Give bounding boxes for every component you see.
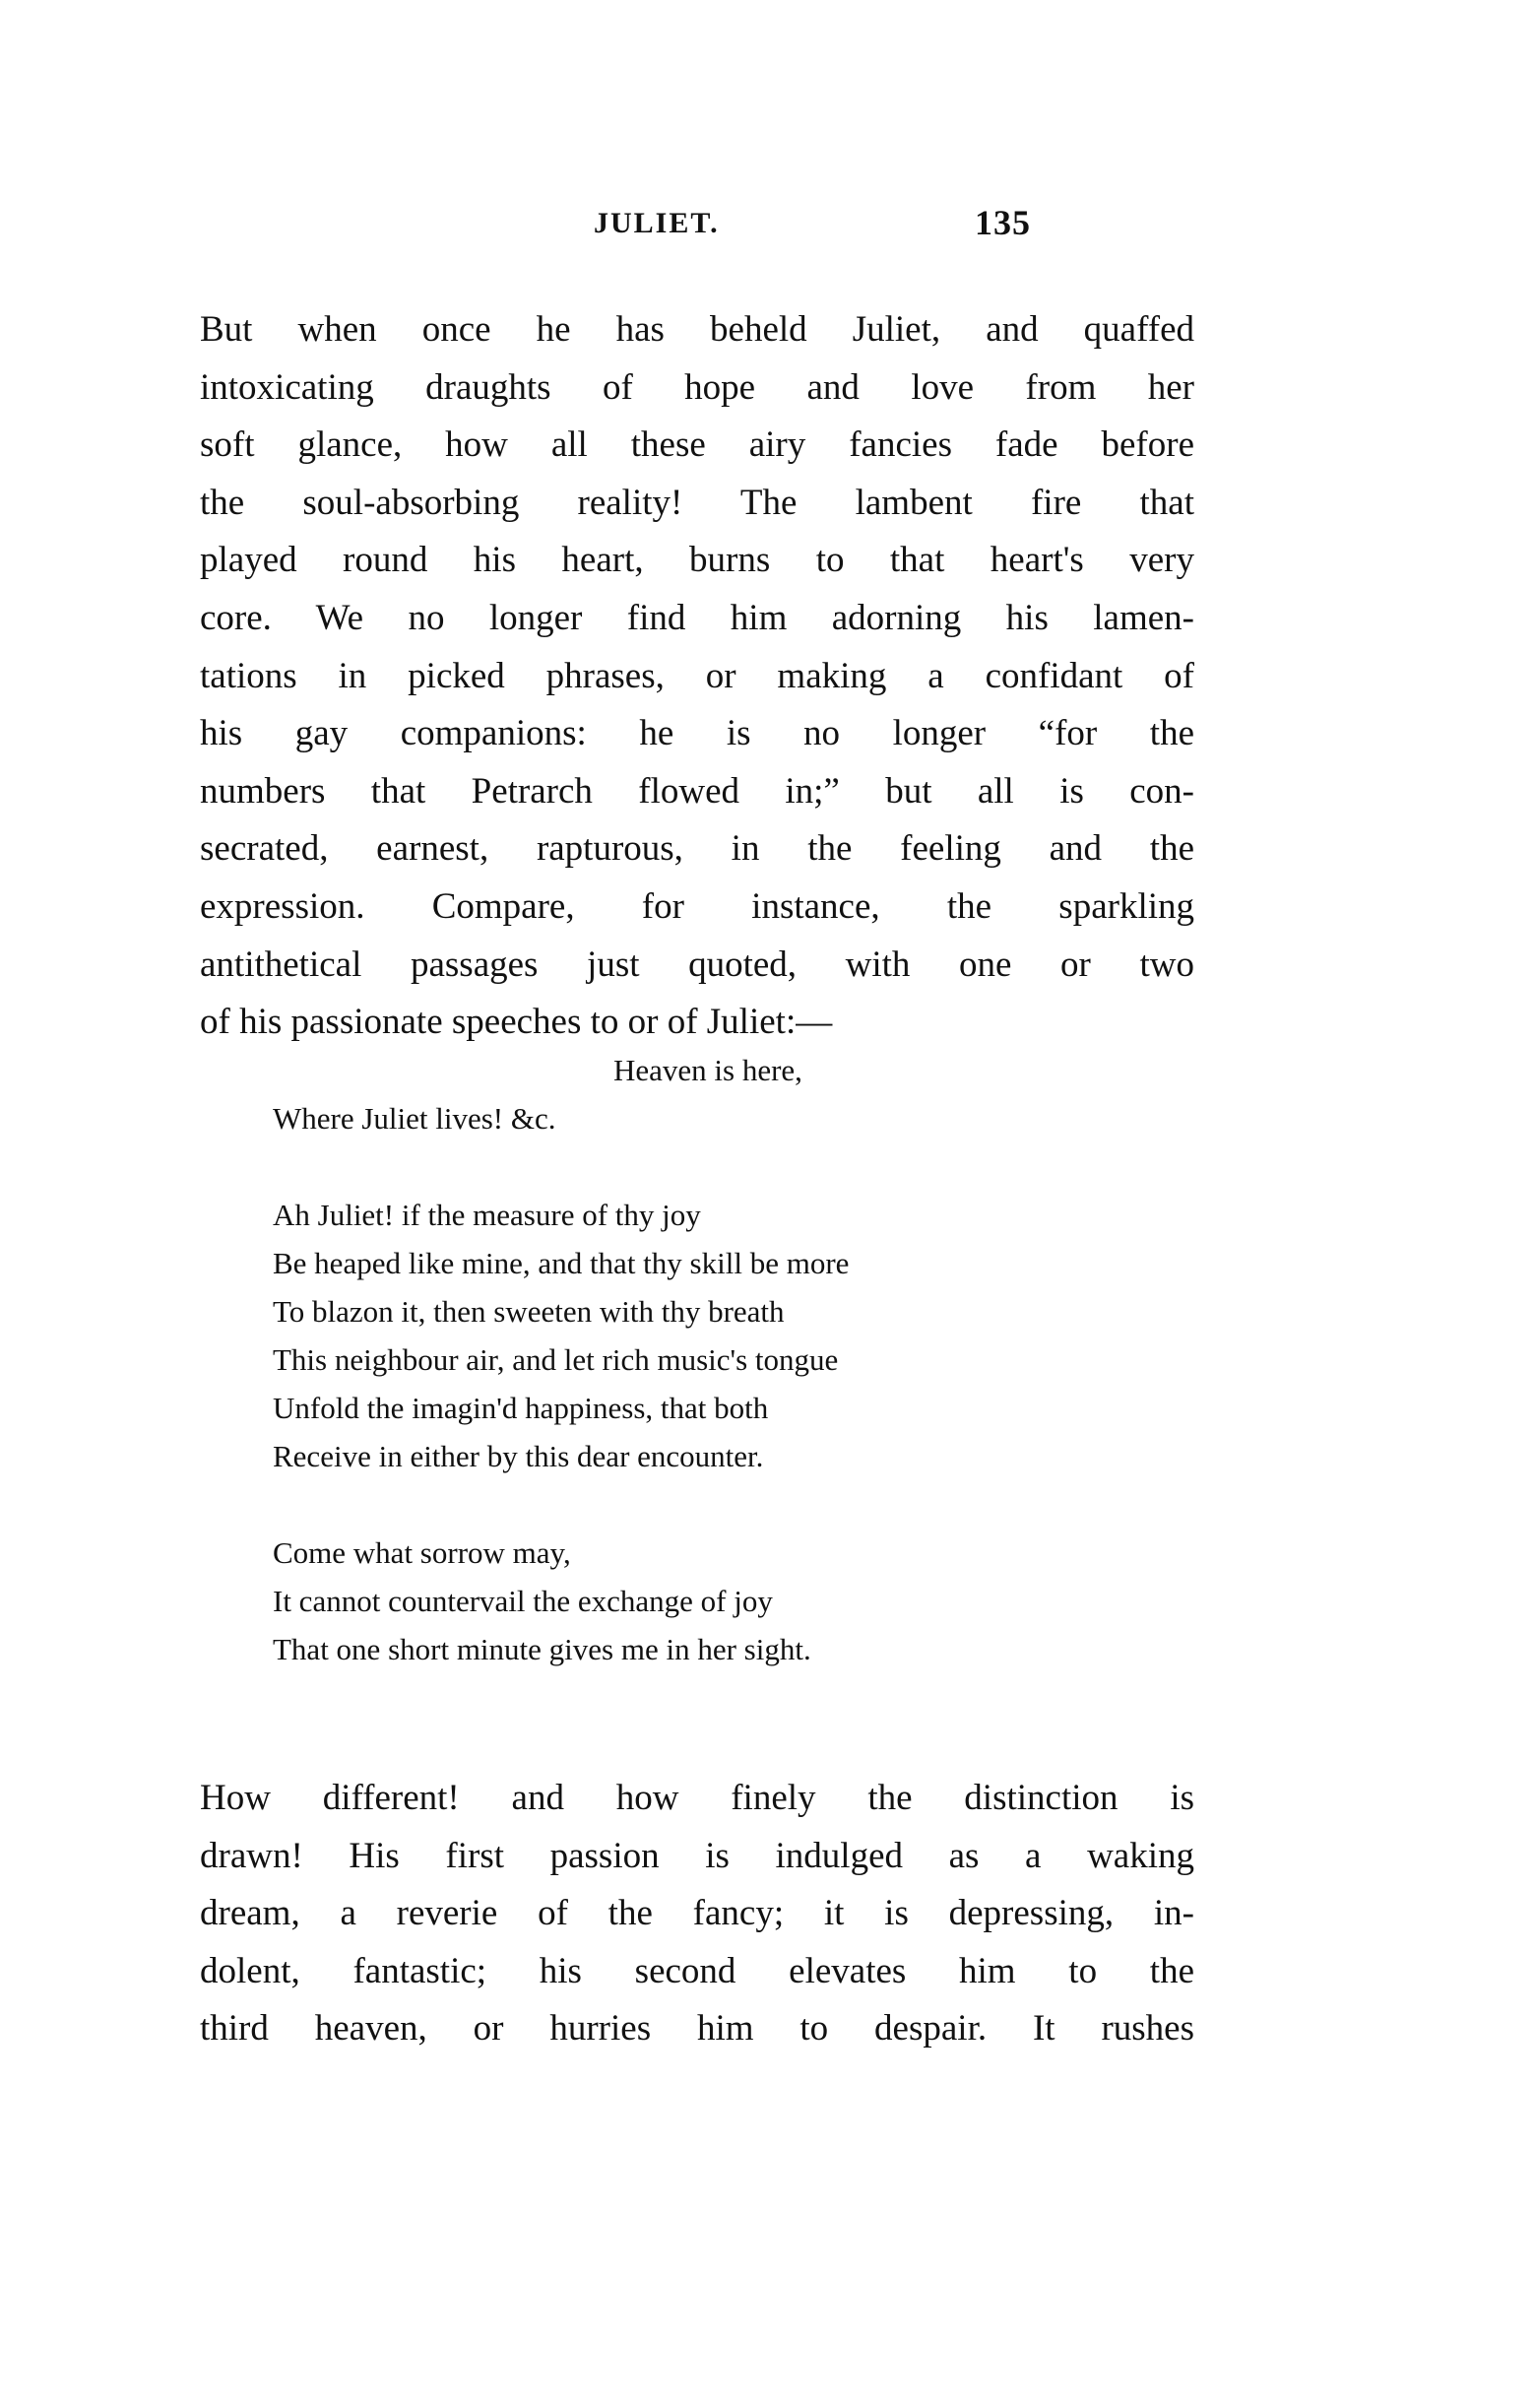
verse-line: To blazon it, then sweeten with thy breath bbox=[273, 1294, 785, 1329]
text-line: But when once he has beheld Juliet, and quaffed bbox=[200, 309, 1194, 350]
text-line: third heaven, or hurries him to despair. It rushes bbox=[200, 2008, 1194, 2050]
text-line: antithetical passages just quoted, with one or two bbox=[200, 944, 1194, 985]
running-title: JULIET. bbox=[594, 207, 720, 239]
text-line: expression. Compare, for instance, the sparkling bbox=[200, 885, 1194, 927]
verse-line: That one short minute gives me in her sight. bbox=[273, 1632, 811, 1666]
text-line: drawn! His first passion is indulged as a waking bbox=[200, 1835, 1194, 1876]
page-number: 135 bbox=[975, 203, 1031, 242]
text-line: soft glance, how all these airy fancies fade before bbox=[200, 424, 1194, 466]
text-line: the soul-absorbing reality! The lambent fire that bbox=[200, 482, 1194, 523]
text-line: tations in picked phrases, or making a confidant of bbox=[200, 655, 1194, 696]
paragraph-1 bbox=[200, 301, 1194, 1052]
text-line: dolent, fantastic; his second elevates him to the bbox=[200, 1950, 1194, 1991]
text-line: his gay companions: he is no longer “for the bbox=[200, 713, 1194, 754]
verse-line: Be heaped like mine, and that thy skill be more bbox=[273, 1246, 850, 1280]
text-line: intoxicating draughts of hope and love from her bbox=[200, 366, 1194, 408]
text-line: numbers that Petrarch flowed in;” but all is con- bbox=[200, 770, 1194, 812]
verse-quotation bbox=[273, 1046, 849, 1673]
verse-line: Where Juliet lives! &c. bbox=[273, 1101, 556, 1136]
text-line: secrated, earnest, rapturous, in the feeling and the bbox=[200, 828, 1194, 870]
verse-line: Receive in either by this dear encounter. bbox=[273, 1439, 764, 1473]
verse-line: Come what sorrow may, bbox=[273, 1535, 571, 1570]
text-line: dream, a reverie of the fancy; it is depressing, in- bbox=[200, 1893, 1194, 1934]
verse-line: Ah Juliet! if the measure of thy joy bbox=[273, 1198, 701, 1232]
verse-line: It cannot countervail the exchange of joy bbox=[273, 1584, 773, 1618]
text-line: of his passionate speeches to or of Juliet:— bbox=[200, 1002, 833, 1043]
text-line: How different! and how finely the distinction is bbox=[200, 1778, 1194, 1818]
verse-line: This neighbour air, and let rich music's tongue bbox=[273, 1342, 839, 1377]
text-line: core. We no longer find him adorning his lamen- bbox=[200, 597, 1194, 638]
verse-line: Heaven is here, bbox=[613, 1053, 802, 1087]
verse-line: Unfold the imagin'd happiness, that both bbox=[273, 1391, 769, 1425]
text-line: played round his heart, burns to that heart's very bbox=[200, 540, 1194, 581]
paragraph-2 bbox=[200, 1770, 1194, 2058]
